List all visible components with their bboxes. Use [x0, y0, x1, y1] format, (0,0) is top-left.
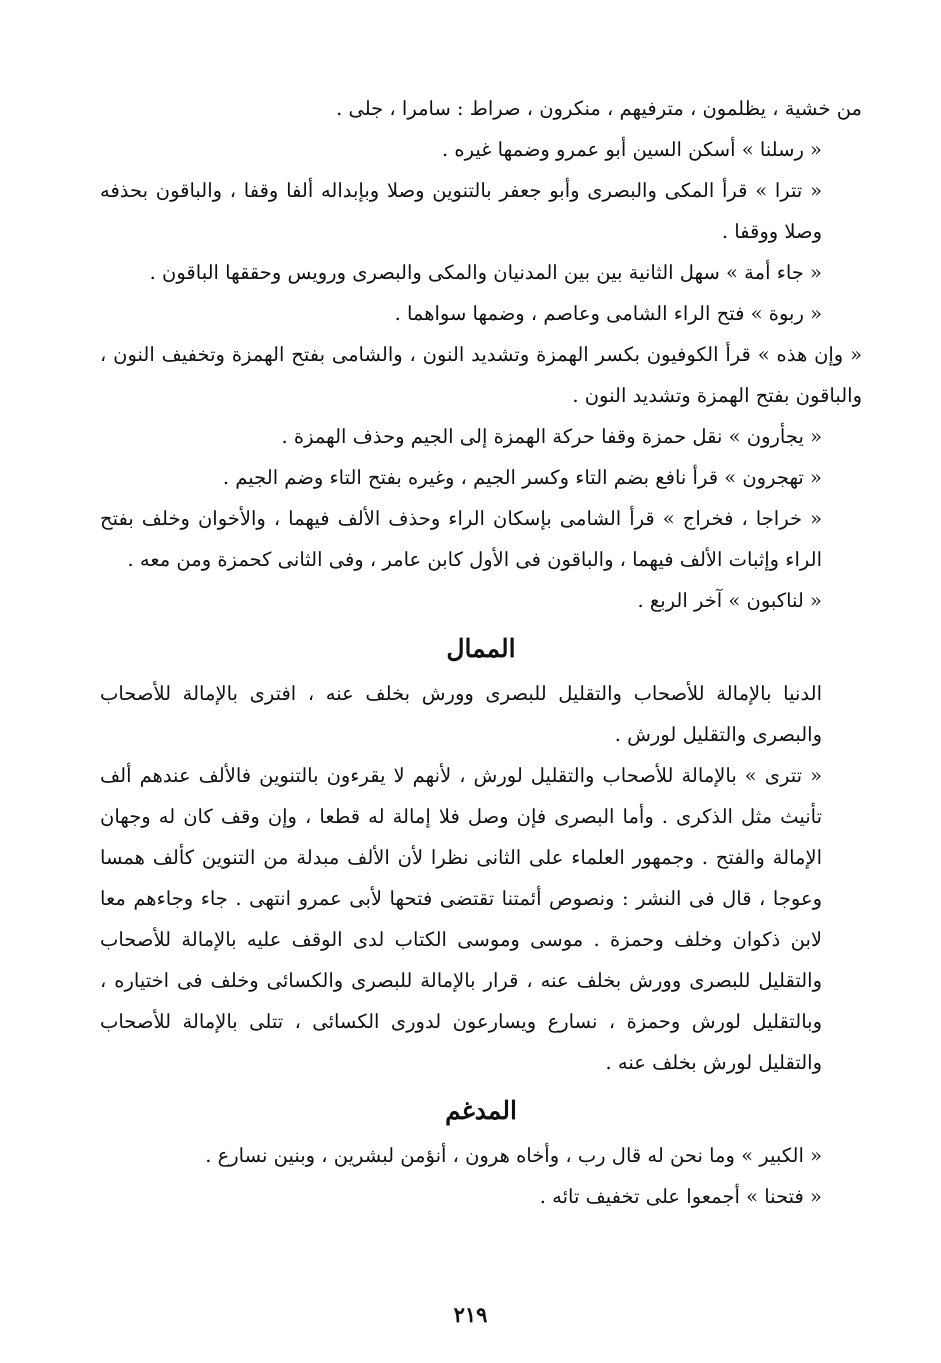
section-verses — [100, 88, 862, 621]
paragraph-mudgham-1: « الكبير » وما نحن له قال رب ، وأخاه هرون ، أنؤمن لبشرين ، وبنين نسارع . — [205, 1144, 822, 1167]
paragraph-9: « خراجا ، فخراج » قرأ الشامى بإسكان الراء وحذف الألف فيهما ، والأخوان وخلف بفتح الراء وإثبات الألف فيهما ، والباقون فى الأول كابن عامر ، وفى الثانى كحمزة ومن معه . — [100, 507, 822, 571]
paragraph-2: « رسلنا » أسكن السين أبو عمرو وضمها غيره . — [442, 138, 822, 161]
paragraph-10: « لناكبون » آخر الربع . — [637, 589, 822, 612]
paragraph-mamal-2: « تترى » بالإمالة للأصحاب والتقليل لورش ، لأنهم لا يقرءون بالتنوين فالألف عندهم ألف تأنيث مثل الذكرى . وأما البصرى فإن وصل فلا إمالة له قطعا ، وإن وقف كان له وجهان الإمالة والفتح . وجمهور العلماء على الثانى نظرا لأن الألف مبدلة من التنوين كألف همسا وعوجا ، قال فى النشر : ونصوص أئمتنا تقتضى فتحها لأبى عمرو انتهى . جاء وجاءهم معا لابن ذكوان وخلف وحمزة . موسى وموسى الكتاب لدى الوقف عليه بالإمالة للأصحاب والتقليل للبصرى وورش بخلف عنه ، قرار بالإمالة للبصرى والكسائى وخلف فى اختياره ، وبالتقليل لورش وحمزة ، نسارع ويسارعون لدورى الكسائى ، تتلى بالإمالة للأصحاب والتقليل لورش بخلف عنه . — [100, 764, 822, 1074]
paragraph-8: « تهجرون » قرأ نافع بضم التاء وكسر الجيم ، وغيره بفتح التاء وضم الجيم . — [222, 466, 822, 489]
paragraph-1: من خشية ، يظلمون ، مترفيهم ، منكرون ، صراط : سامرا ، جلى . — [336, 97, 862, 120]
section-heading-mamal: الممال — [446, 634, 516, 663]
section-mudgham — [100, 1135, 862, 1217]
section-mamal — [100, 673, 862, 1083]
paragraph-7: « يجأرون » نقل حمزة وقفا حركة الهمزة إلى الجيم وحذف الهمزة . — [281, 425, 822, 448]
paragraph-mudgham-2: « فتحنا » أجمعوا على تخفيف تائه . — [539, 1185, 822, 1208]
paragraph-4: « جاء أمة » سهل الثانية بين بين المدنيان والمكى والبصرى ورويس وحققها الباقون . — [149, 261, 822, 284]
section-heading-mudgham: المدغم — [445, 1096, 517, 1125]
page-number: ٢١٩ — [453, 1302, 488, 1327]
paragraph-3: « تترا » قرأ المكى والبصرى وأبو جعفر بالتنوين وصلا وبإبداله ألفا وقفا ، والباقون بحذفه وصلا ووقفا . — [100, 179, 822, 243]
paragraph-5: « ربوة » فتح الراء الشامى وعاصم ، وضمها سواهما . — [394, 302, 822, 325]
paragraph-mamal-1: الدنيا بالإمالة للأصحاب والتقليل للبصرى وورش بخلف عنه ، افترى بالإمالة للأصحاب والبصرى والتقليل لورش . — [100, 682, 822, 746]
paragraph-6: « وإن هذه » قرأ الكوفيون بكسر الهمزة وتشديد النون ، والشامى بفتح الهمزة وتخفيف النون ، والباقون بفتح الهمزة وتشديد النون . — [100, 343, 862, 407]
book-page — [100, 88, 862, 1217]
